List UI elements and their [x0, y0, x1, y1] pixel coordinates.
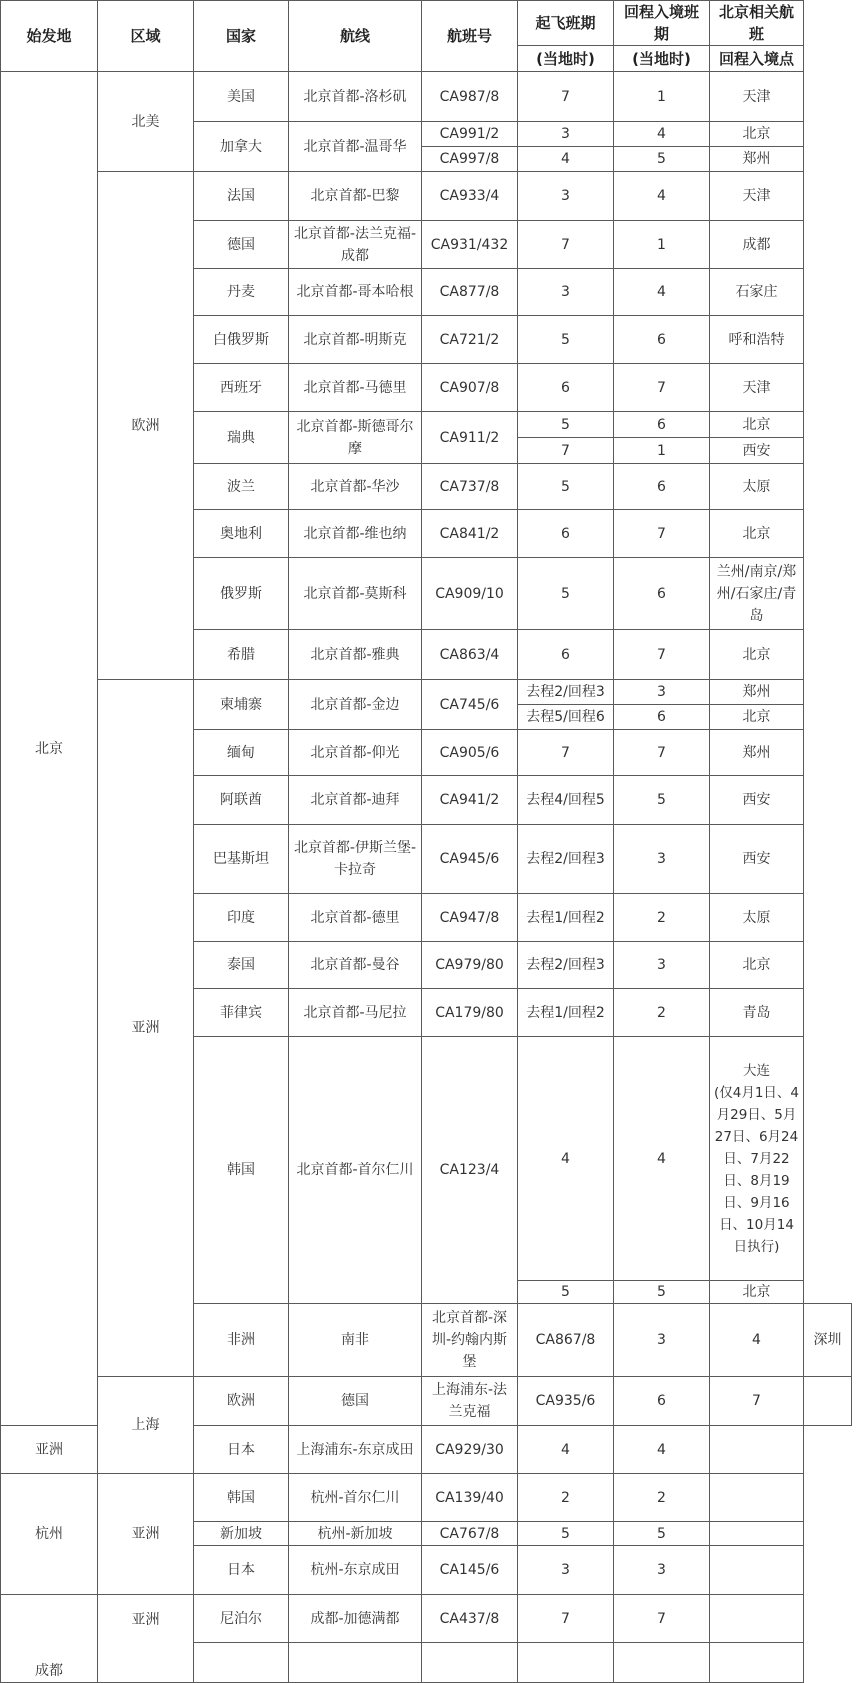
route-cell: 北京首都-莫斯科	[289, 558, 422, 630]
header-ret-sub: (当地时)	[614, 46, 710, 72]
entry-cell: 天津	[710, 72, 804, 122]
flight-cell: CA991/2	[422, 122, 518, 147]
entry-note: (仅4月1日、4月29日、5月27日、6月24日、7月22日、8月19日、9月16日、10月14日执行)	[713, 1084, 800, 1255]
route-cell: 杭州-新加坡	[289, 1522, 422, 1546]
flight-cell: CA123/4	[422, 1037, 518, 1304]
ret-cell: 5	[614, 1522, 710, 1546]
entry-cell	[710, 1522, 804, 1546]
entry-cell: 西安	[710, 776, 804, 825]
entry-cell: 西安	[710, 438, 804, 464]
flight-cell: CA841/2	[422, 510, 518, 558]
flight-cell: CA909/10	[422, 558, 518, 630]
entry-cell	[710, 1546, 804, 1595]
dep-cell: 5	[518, 1281, 614, 1304]
flight-cell: CA179/80	[422, 989, 518, 1037]
country-cell: 白俄罗斯	[194, 316, 289, 364]
country-cell: 印度	[194, 894, 289, 942]
country-cell: 南非	[289, 1304, 422, 1377]
flight-cell: CA945/6	[422, 825, 518, 894]
dep-cell: 6	[518, 630, 614, 680]
ret-cell: 4	[614, 122, 710, 147]
ret-cell: 2	[614, 894, 710, 942]
country-cell: 西班牙	[194, 364, 289, 412]
dep-cell: 7	[518, 72, 614, 122]
dep-cell: 5	[518, 464, 614, 510]
flight-cell: CA905/6	[422, 730, 518, 776]
header-route: 航线	[289, 1, 422, 72]
dep-cell: 7	[518, 438, 614, 464]
entry-cell: 太原	[710, 894, 804, 942]
country-cell: 波兰	[194, 464, 289, 510]
ret-cell: 3	[614, 680, 710, 705]
ret-cell: 7	[614, 510, 710, 558]
entry-cell: 北京	[710, 122, 804, 147]
dep-cell: 去程5/回程6	[518, 705, 614, 730]
entry-cell	[710, 1643, 804, 1683]
route-cell: 北京首都-斯德哥尔摩	[289, 412, 422, 464]
header-origin: 始发地	[1, 1, 98, 72]
flight-cell: CA997/8	[422, 147, 518, 172]
region-cell: 亚洲	[98, 1474, 194, 1595]
ret-cell: 7	[614, 1595, 710, 1643]
flight-cell: CA737/8	[422, 464, 518, 510]
dep-cell: 去程1/回程2	[518, 894, 614, 942]
entry-cell: 天津	[710, 172, 804, 221]
flight-cell: CA947/8	[422, 894, 518, 942]
region-cell: 亚洲	[1, 1426, 98, 1474]
dep-cell: 去程4/回程5	[518, 776, 614, 825]
region-cell: 欧洲	[98, 172, 194, 680]
ret-cell: 1	[614, 438, 710, 464]
country-cell: 菲律宾	[194, 989, 289, 1037]
country-cell: 韩国	[194, 1037, 289, 1304]
country-cell: 法国	[194, 172, 289, 221]
ret-cell: 7	[614, 630, 710, 680]
entry-cell: 成都	[710, 221, 804, 269]
flight-cell: CA941/2	[422, 776, 518, 825]
flight-cell: CA745/6	[422, 680, 518, 730]
ret-cell: 6	[614, 558, 710, 630]
origin-cell: 上海	[98, 1377, 194, 1474]
origin-cell: 杭州	[1, 1474, 98, 1595]
entry-cell: 北京	[710, 1281, 804, 1304]
ret-cell: 6	[614, 412, 710, 438]
dep-cell: 7	[518, 221, 614, 269]
ret-cell: 3	[614, 942, 710, 989]
entry-cell: 呼和浩特	[710, 316, 804, 364]
route-cell: 成都-加德满都	[289, 1595, 422, 1643]
route-cell: 上海浦东-法兰克福	[422, 1377, 518, 1426]
dep-cell: 去程2/回程3	[518, 825, 614, 894]
entry-cell: 郑州	[710, 147, 804, 172]
route-cell: 北京首都-仰光	[289, 730, 422, 776]
route-cell: 北京首都-维也纳	[289, 510, 422, 558]
route-cell: 北京首都-华沙	[289, 464, 422, 510]
ret-cell: 6	[614, 316, 710, 364]
flight-cell: CA935/6	[518, 1377, 614, 1426]
ret-cell: 5	[614, 1281, 710, 1304]
route-cell: 北京首都-马德里	[289, 364, 422, 412]
flight-cell: CA437/8	[422, 1595, 518, 1643]
route-cell: 杭州-东京成田	[289, 1546, 422, 1595]
entry-cell: 兰州/南京/郑州/石家庄/青岛	[710, 558, 804, 630]
country-cell: 俄罗斯	[194, 558, 289, 630]
flight-cell: CA867/8	[518, 1304, 614, 1377]
entry-cell	[710, 1595, 804, 1643]
country-cell: 阿联酋	[194, 776, 289, 825]
origin-cell: 北京	[1, 72, 98, 1426]
region-cell: 非洲	[194, 1304, 289, 1377]
entry-cell	[710, 1037, 804, 1281]
flight-cell: CA863/4	[422, 630, 518, 680]
header-entry: 北京相关航班	[710, 1, 804, 46]
table-row	[1, 1377, 852, 1426]
country-cell: 日本	[194, 1546, 289, 1595]
region-cell: 亚洲	[98, 680, 194, 1377]
country-cell: 巴基斯坦	[194, 825, 289, 894]
header-ret: 回程入境班期	[614, 1, 710, 46]
route-cell: 北京首都-哥本哈根	[289, 269, 422, 316]
route-cell: 北京首都-雅典	[289, 630, 422, 680]
ret-cell: 7	[614, 364, 710, 412]
region-cell: 北美	[98, 72, 194, 172]
dep-cell: 3	[614, 1304, 710, 1377]
entry-cell: 北京	[710, 510, 804, 558]
header-entry-sub: 回程入境点	[710, 46, 804, 72]
route-cell: 北京首都-温哥华	[289, 122, 422, 172]
entry-cell: 青岛	[710, 989, 804, 1037]
dep-cell: 3	[518, 269, 614, 316]
flight-cell: CA907/8	[422, 364, 518, 412]
flight-cell: CA721/2	[422, 316, 518, 364]
entry-cell: 石家庄	[710, 269, 804, 316]
ret-cell: 4	[614, 269, 710, 316]
flight-cell: CA767/8	[422, 1522, 518, 1546]
route-cell: 北京首都-德里	[289, 894, 422, 942]
dep-cell: 3	[518, 1546, 614, 1595]
country-cell: 德国	[289, 1377, 422, 1426]
ret-cell: 3	[614, 825, 710, 894]
ret-cell: 4	[614, 172, 710, 221]
country-cell: 日本	[194, 1426, 289, 1474]
dep-cell: 3	[518, 172, 614, 221]
country-cell: 尼泊尔	[194, 1595, 289, 1643]
header-dep: 起飞班期	[518, 1, 614, 46]
dep-cell: 4	[518, 1037, 614, 1281]
ret-cell: 1	[614, 221, 710, 269]
country-cell: 瑞典	[194, 412, 289, 464]
origin-cell: 成都	[1, 1595, 98, 1683]
country-cell: 柬埔寨	[194, 680, 289, 730]
country-cell: 奥地利	[194, 510, 289, 558]
table-row	[1, 1595, 852, 1643]
route-cell: 北京首都-马尼拉	[289, 989, 422, 1037]
route-cell: 北京首都-金边	[289, 680, 422, 730]
region-cell: 欧洲	[194, 1377, 289, 1426]
country-cell: 加拿大	[194, 122, 289, 172]
route-cell: 北京首都-法兰克福-成都	[289, 221, 422, 269]
flight-cell: CA929/30	[422, 1426, 518, 1474]
route-cell: 杭州-首尔仁川	[289, 1474, 422, 1522]
ret-cell: 3	[614, 1546, 710, 1595]
route-cell: 北京首都-洛杉矶	[289, 72, 422, 122]
dep-cell: 5	[518, 412, 614, 438]
country-cell: 德国	[194, 221, 289, 269]
entry-cell: 北京	[710, 705, 804, 730]
dep-cell: 7	[518, 1595, 614, 1643]
ret-cell: 2	[614, 1474, 710, 1522]
dep-cell: 5	[518, 316, 614, 364]
flight-cell: CA139/40	[422, 1474, 518, 1522]
flight-cell: CA877/8	[422, 269, 518, 316]
country-cell: 希腊	[194, 630, 289, 680]
dep-cell: 4	[518, 147, 614, 172]
ret-cell: 6	[614, 705, 710, 730]
dep-cell: 去程2/回程3	[518, 680, 614, 705]
flight-cell: CA933/4	[422, 172, 518, 221]
dep-cell: 5	[518, 558, 614, 630]
ret-cell: 5	[614, 776, 710, 825]
country-cell	[194, 1643, 289, 1683]
flight-cell: CA979/80	[422, 942, 518, 989]
flight-cell: CA911/2	[422, 412, 518, 464]
dep-cell	[518, 1643, 614, 1683]
ret-cell	[614, 1643, 710, 1683]
route-cell	[289, 1643, 422, 1683]
country-cell: 美国	[194, 72, 289, 122]
header-flight: 航班号	[422, 1, 518, 72]
flight-cell: CA931/432	[422, 221, 518, 269]
country-cell: 韩国	[194, 1474, 289, 1522]
ret-cell: 4	[614, 1037, 710, 1281]
country-cell: 新加坡	[194, 1522, 289, 1546]
ret-cell: 4	[614, 1426, 710, 1474]
route-cell: 上海浦东-东京成田	[289, 1426, 422, 1474]
region-cell: 亚洲	[98, 1595, 194, 1683]
entry-city: 大连	[743, 1062, 770, 1079]
entry-cell: 北京	[710, 412, 804, 438]
route-cell: 北京首都-深圳-约翰内斯堡	[422, 1304, 518, 1377]
route-cell: 北京首都-曼谷	[289, 942, 422, 989]
dep-cell: 去程2/回程3	[518, 942, 614, 989]
entry-cell	[710, 1426, 804, 1474]
route-cell: 北京首都-伊斯兰堡-卡拉奇	[289, 825, 422, 894]
dep-cell: 3	[518, 122, 614, 147]
header-country: 国家	[194, 1, 289, 72]
entry-cell: 北京	[710, 942, 804, 989]
ret-cell: 6	[614, 464, 710, 510]
table-row	[1, 172, 852, 221]
dep-cell: 4	[518, 1426, 614, 1474]
table-row	[1, 1474, 852, 1522]
entry-cell: 郑州	[710, 680, 804, 705]
ret-cell: 5	[614, 147, 710, 172]
table-row	[1, 680, 852, 705]
ret-cell: 7	[710, 1377, 804, 1426]
flight-cell	[422, 1643, 518, 1683]
route-cell: 北京首都-迪拜	[289, 776, 422, 825]
dep-cell: 去程1/回程2	[518, 989, 614, 1037]
ret-cell: 2	[614, 989, 710, 1037]
ret-cell: 7	[614, 730, 710, 776]
dep-cell: 5	[518, 1522, 614, 1546]
dep-cell: 6	[518, 364, 614, 412]
ret-cell: 4	[710, 1304, 804, 1377]
header-dep-sub: (当地时)	[518, 46, 614, 72]
entry-cell: 太原	[710, 464, 804, 510]
dep-cell: 7	[518, 730, 614, 776]
dep-cell: 6	[518, 510, 614, 558]
entry-cell: 郑州	[710, 730, 804, 776]
entry-cell: 西安	[710, 825, 804, 894]
header-region: 区域	[98, 1, 194, 72]
route-cell: 北京首都-明斯克	[289, 316, 422, 364]
dep-cell: 2	[518, 1474, 614, 1522]
entry-cell	[710, 1474, 804, 1522]
entry-cell: 天津	[710, 364, 804, 412]
country-cell: 泰国	[194, 942, 289, 989]
country-cell: 丹麦	[194, 269, 289, 316]
route-cell: 北京首都-首尔仁川	[289, 1037, 422, 1304]
entry-cell	[804, 1377, 852, 1426]
entry-cell: 深圳	[804, 1304, 852, 1377]
flight-cell: CA987/8	[422, 72, 518, 122]
header-row	[1, 1, 852, 46]
dep-cell: 6	[614, 1377, 710, 1426]
entry-cell: 北京	[710, 630, 804, 680]
table-row	[1, 72, 852, 122]
ret-cell: 1	[614, 72, 710, 122]
route-cell: 北京首都-巴黎	[289, 172, 422, 221]
country-cell: 缅甸	[194, 730, 289, 776]
flight-cell: CA145/6	[422, 1546, 518, 1595]
